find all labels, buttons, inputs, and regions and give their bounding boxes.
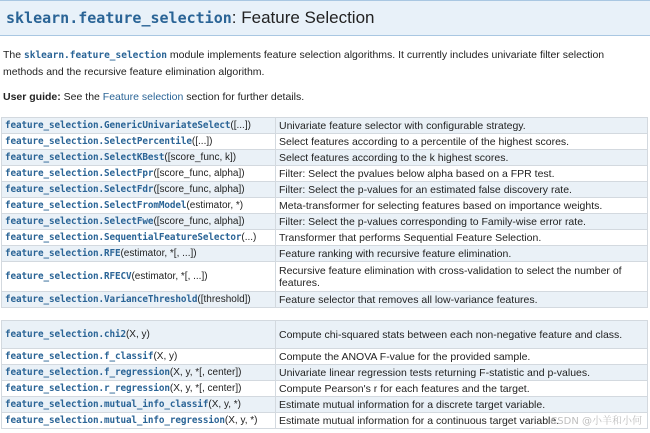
- table-row: [2, 292, 648, 308]
- api-signature: ([threshold]): [197, 294, 251, 305]
- table-row: [2, 166, 648, 182]
- api-description: Filter: Select the p-values for an estimated false discovery rate.: [276, 182, 648, 198]
- api-signature: ([score_func, k]): [164, 152, 237, 163]
- api-name-cell: [2, 321, 276, 349]
- api-link[interactable]: feature_selection.f_classif: [5, 351, 154, 362]
- api-description: Transformer that performs Sequential Feature Selection.: [276, 230, 648, 246]
- table-row: [2, 150, 648, 166]
- user-guide-text-before: See the: [60, 91, 103, 103]
- api-description: Feature selector that removes all low-variance features.: [276, 292, 648, 308]
- api-name-cell: [2, 150, 276, 166]
- table-row: [2, 397, 648, 413]
- api-signature: (X, y, *[, center]): [169, 367, 242, 378]
- api-name-cell: [2, 262, 276, 292]
- api-name-cell: [2, 134, 276, 150]
- api-name-cell: [2, 118, 276, 134]
- api-signature: (...): [241, 232, 257, 243]
- watermark: CSDN @小羊和小何: [550, 416, 642, 427]
- page-title: [0, 0, 650, 36]
- api-link[interactable]: feature_selection.SelectFwe: [5, 216, 154, 227]
- api-link[interactable]: feature_selection.SequentialFeatureSelector: [5, 232, 242, 243]
- api-name-cell: [2, 246, 276, 262]
- api-signature: (X, y, *): [224, 415, 258, 426]
- intro-prefix: The: [3, 49, 25, 61]
- feature-selection-link[interactable]: Feature selection: [102, 91, 184, 103]
- title-module-code[interactable]: sklearn.feature_selection: [6, 9, 232, 27]
- api-signature: (estimator, *[, ...]): [120, 248, 197, 259]
- api-signature: (X, y): [125, 329, 150, 340]
- user-guide-line: [3, 91, 304, 103]
- api-name-cell: [2, 292, 276, 308]
- title-text: : Feature Selection: [231, 8, 375, 27]
- api-signature: ([score_func, alpha]): [153, 216, 245, 227]
- api-signature: (X, y, *): [208, 399, 241, 410]
- intro-module-code[interactable]: sklearn.feature_selection: [24, 50, 168, 61]
- api-signature: ([...]): [230, 120, 251, 131]
- api-name-cell: [2, 198, 276, 214]
- api-name-cell: [2, 381, 276, 397]
- api-description: Estimate mutual information for a continuous target variable.: [276, 413, 648, 429]
- classes-table: [1, 117, 648, 308]
- table-row: [2, 118, 648, 134]
- table-row: [2, 321, 648, 349]
- api-link[interactable]: feature_selection.mutual_info_regression: [5, 415, 225, 426]
- api-link[interactable]: feature_selection.GenericUnivariateSelect: [5, 120, 231, 131]
- api-name-cell: [2, 349, 276, 365]
- api-signature: (estimator, *[, ...]): [131, 271, 208, 282]
- api-name-cell: [2, 365, 276, 381]
- api-description: Select features according to the k highest scores.: [276, 150, 648, 166]
- api-signature: (X, y, *[, center]): [169, 383, 242, 394]
- api-name-cell: [2, 397, 276, 413]
- table-row: [2, 381, 648, 397]
- api-name-cell: [2, 413, 276, 429]
- api-link[interactable]: feature_selection.SelectFdr: [5, 184, 154, 195]
- api-name-cell: [2, 166, 276, 182]
- api-description: Select features according to a percentile of the highest scores.: [276, 134, 648, 150]
- api-link[interactable]: feature_selection.r_regression: [5, 383, 170, 394]
- api-description: Compute the ANOVA F-value for the provided sample.: [276, 349, 648, 365]
- api-description: Feature ranking with recursive feature elimination.: [276, 246, 648, 262]
- intro-suffix: module implements feature selection algorithms. It currently includes univariate filter selection methods and the recursive feature elimination algorithm.: [3, 49, 605, 78]
- api-name-cell: [2, 182, 276, 198]
- api-signature: ([score_func, alpha]): [153, 184, 245, 195]
- user-guide-label: User guide:: [3, 91, 61, 103]
- api-description: Meta-transformer for selecting features based on importance weights.: [276, 198, 648, 214]
- api-name-cell: [2, 214, 276, 230]
- api-description: Univariate feature selector with configurable strategy.: [276, 118, 648, 134]
- api-link[interactable]: feature_selection.mutual_info_classif: [5, 399, 209, 410]
- api-signature: (estimator, *): [186, 200, 244, 211]
- api-link[interactable]: feature_selection.SelectFpr: [5, 168, 154, 179]
- table-row: [2, 230, 648, 246]
- api-description: Univariate linear regression tests returning F-statistic and p-values.: [276, 365, 648, 381]
- api-description: Compute chi-squared stats between each non-negative feature and class.: [276, 321, 648, 349]
- table-row: [2, 262, 648, 292]
- table-row: [2, 198, 648, 214]
- table-row: [2, 134, 648, 150]
- api-description: Compute Pearson's r for each features and the target.: [276, 381, 648, 397]
- api-link[interactable]: feature_selection.SelectPercentile: [5, 136, 192, 147]
- api-link[interactable]: feature_selection.VarianceThreshold: [5, 294, 198, 305]
- api-link[interactable]: feature_selection.SelectFromModel: [5, 200, 187, 211]
- api-link[interactable]: feature_selection.RFE: [5, 248, 121, 259]
- user-guide-text-after: section for further details.: [183, 91, 305, 103]
- table-row: [2, 182, 648, 198]
- api-description: Recursive feature elimination with cross-validation to select the number of features.: [276, 262, 648, 292]
- api-description: Filter: Select the pvalues below alpha based on a FPR test.: [276, 166, 648, 182]
- api-link[interactable]: feature_selection.chi2: [5, 329, 126, 340]
- api-description: Estimate mutual information for a discrete target variable.: [276, 397, 648, 413]
- api-signature: ([score_func, alpha]): [153, 168, 245, 179]
- table-row: [2, 349, 648, 365]
- api-link[interactable]: feature_selection.f_regression: [5, 367, 170, 378]
- api-description: Filter: Select the p-values corresponding to Family-wise error rate.: [276, 214, 648, 230]
- api-link[interactable]: feature_selection.RFECV: [5, 271, 132, 282]
- table-row: [2, 214, 648, 230]
- table-row: [2, 246, 648, 262]
- table-row: [2, 365, 648, 381]
- api-link[interactable]: feature_selection.SelectKBest: [5, 152, 165, 163]
- api-signature: (X, y): [153, 351, 178, 362]
- api-name-cell: [2, 230, 276, 246]
- intro-paragraph: [3, 47, 647, 81]
- api-signature: ([...]): [191, 136, 213, 147]
